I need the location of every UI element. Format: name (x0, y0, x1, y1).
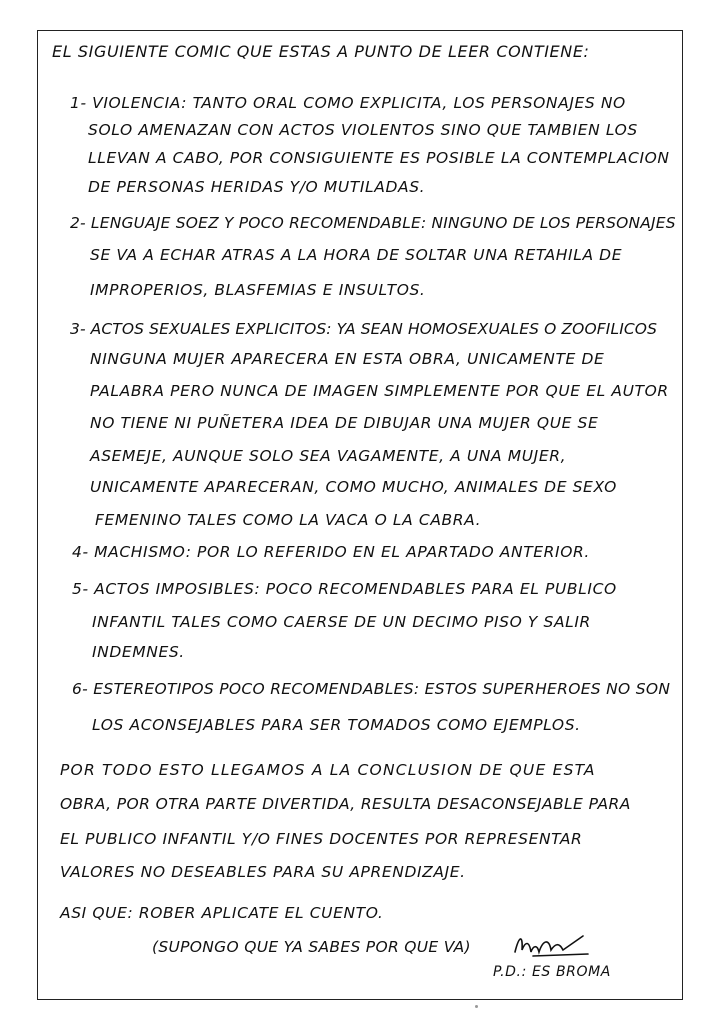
closing-line: ASI QUE: ROBER APLICATE EL CUENTO. (60, 904, 384, 922)
item-3-line-4: NO TIENE NI PUÑETERA IDEA DE DIBUJAR UNA MUJER QUE SE (90, 414, 599, 432)
item-3-line-3: PALABRA PERO NUNCA DE IMAGEN SIMPLEMENTE POR QUE EL AUTOR (90, 382, 669, 400)
item-1-line-1: 1- VIOLENCIA: TANTO ORAL COMO EXPLICITA, LOS PERSONAJES NO (70, 94, 626, 112)
item-3-line-5: ASEMEJE, AUNQUE SOLO SEA VAGAMENTE, A UNA MUJER, (90, 447, 567, 465)
conclusion-line-2: OBRA, POR OTRA PARTE DIVERTIDA, RESULTA DESACONSEJABLE PARA (60, 795, 631, 813)
item-3-line-7: FEMENINO TALES COMO LA VACA O LA CABRA. (95, 511, 482, 529)
item-5-line-3: INDEMNES. (92, 643, 185, 661)
conclusion-line-4: VALORES NO DESEABLES PARA SU APRENDIZAJE. (60, 863, 466, 881)
item-2-line-2: SE VA A ECHAR ATRAS A LA HORA DE SOLTAR UNA RETAHILA DE (90, 246, 623, 264)
item-6-line-2: LOS ACONSEJABLES PARA SER TOMADOS COMO EJEMPLOS. (92, 716, 581, 734)
item-5-line-1: 5- ACTOS IMPOSIBLES: POCO RECOMENDABLES PARA EL PUBLICO (72, 580, 617, 598)
postscript: P.D.: ES BROMA (493, 964, 611, 980)
item-5-line-2: INFANTIL TALES COMO CAERSE DE UN DECIMO PISO Y SALIR (92, 613, 591, 631)
item-1-line-3: LLEVAN A CABO, POR CONSIGUIENTE ES POSIBLE LA CONTEMPLACION (88, 149, 670, 167)
item-1-line-4: DE PERSONAS HERIDAS Y/O MUTILADAS. (88, 178, 426, 196)
speck (475, 1005, 478, 1008)
item-2-line-3: IMPROPERIOS, BLASFEMIAS E INSULTOS. (90, 281, 426, 299)
item-3-line-2: NINGUNA MUJER APARECERA EN ESTA OBRA, UNICAMENTE DE (90, 350, 605, 368)
conclusion-line-1: POR TODO ESTO LLEGAMOS A LA CONCLUSION DE QUE ESTA (60, 761, 596, 779)
item-4-line-1: 4- MACHISMO: POR LO REFERIDO EN EL APARTADO ANTERIOR. (72, 543, 590, 561)
item-3-line-6: UNICAMENTE APARECERAN, COMO MUCHO, ANIMALES DE SEXO (90, 478, 617, 496)
heading: EL SIGUIENTE COMIC QUE ESTAS A PUNTO DE LEER CONTIENE: (52, 42, 590, 61)
conclusion-line-3: EL PUBLICO INFANTIL Y/O FINES DOCENTES POR REPRESENTAR (60, 830, 583, 848)
signature (513, 930, 593, 960)
item-1-line-2: SOLO AMENAZAN CON ACTOS VIOLENTOS SINO QUE TAMBIEN LOS (88, 121, 638, 139)
item-3-line-1: 3- ACTOS SEXUALES EXPLICITOS: YA SEAN HOMOSEXUALES O ZOOFILICOS (70, 320, 658, 338)
item-6-line-1: 6- ESTEREOTIPOS POCO RECOMENDABLES: ESTOS SUPERHEROES NO SON (72, 680, 671, 698)
closing-note: (SUPONGO QUE YA SABES POR QUE VA) (152, 938, 471, 956)
item-2-line-1: 2- LENGUAJE SOEZ Y POCO RECOMENDABLE: NINGUNO DE LOS PERSONAJES (70, 214, 676, 232)
